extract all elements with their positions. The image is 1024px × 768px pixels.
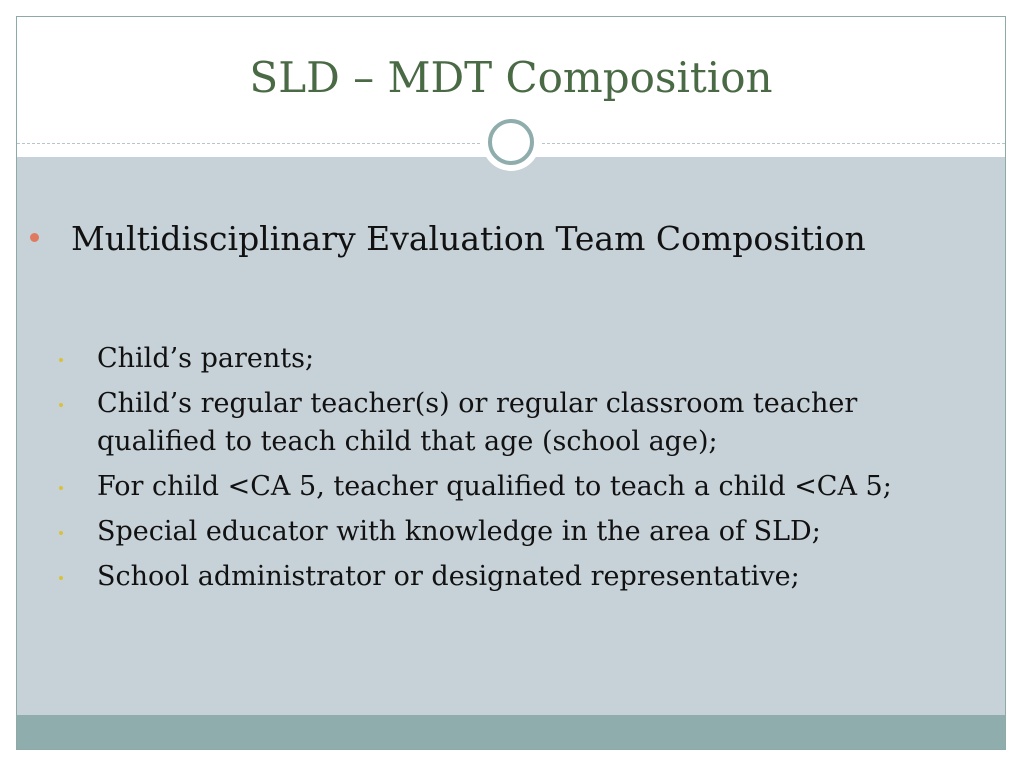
sub-bullet-icon — [59, 486, 63, 490]
sub-bullet-icon — [59, 358, 63, 362]
circle-ornament-icon — [482, 113, 540, 171]
list-item — [0, 513, 917, 551]
list-item — [0, 340, 917, 378]
main-bullet-text: Multidisciplinary Evaluation Team Composition — [71, 219, 866, 258]
list-item-text: Special educator with knowledge in the area of SLD; — [97, 516, 821, 547]
list-item-text: Child’s regular teacher(s) or regular classroom teacher qualified to teach child that age (school age); — [97, 388, 858, 457]
list-item — [0, 468, 917, 506]
sub-bullet-icon — [59, 403, 63, 407]
sub-bullet-icon — [59, 531, 63, 535]
main-bullet-icon — [30, 233, 39, 242]
sub-bullet-icon — [59, 576, 63, 580]
list-item-text: For child <CA 5, teacher qualified to teach a child <CA 5; — [97, 471, 892, 502]
list-item-text: Child’s parents; — [97, 343, 315, 374]
footer-band — [17, 715, 1005, 749]
list-item — [0, 558, 917, 596]
slide-title: SLD – MDT Composition — [249, 53, 773, 102]
ornament-ring — [488, 119, 534, 165]
sub-bullet-list — [0, 340, 990, 603]
list-item — [0, 385, 917, 461]
list-item-text: School administrator or designated representative; — [97, 561, 800, 592]
